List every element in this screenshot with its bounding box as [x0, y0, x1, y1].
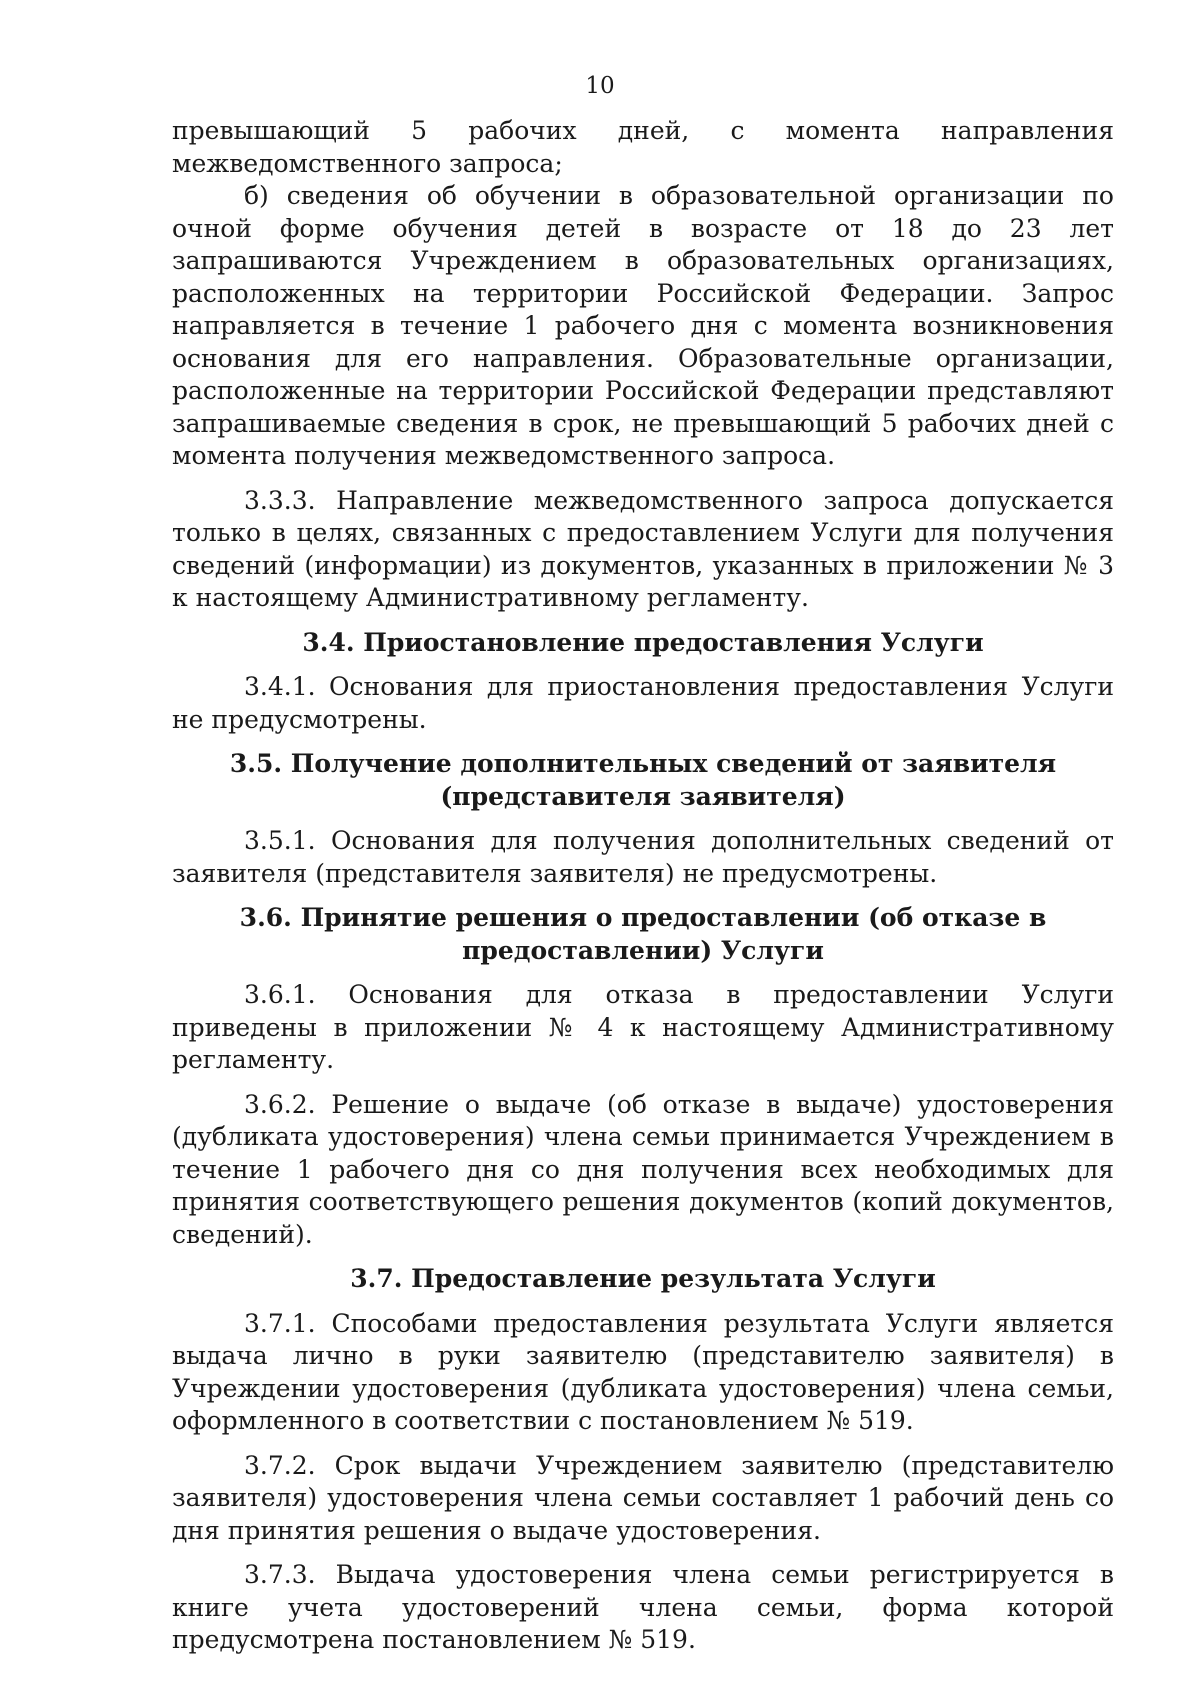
paragraph-3-3-3: 3.3.3. Направление межведомственного запроса допускается только в целях, связанных с предоставлением Услуги для получения сведений (информации) из документов, указанных в приложении № 3 к настоящему Административному регламенту. [172, 485, 1114, 612]
paragraph-continuation: превышающий 5 рабочих дней, с момента направления межведомственного запроса; [172, 116, 1114, 178]
paragraph-3-5-1: 3.5.1. Основания для получения дополнительных сведений от заявителя (представителя заявителя) не предусмотрены. [172, 826, 1114, 888]
heading-3-4: 3.4. Приостановление предоставления Услуги [302, 627, 984, 657]
page-number: 10 [585, 73, 615, 99]
heading-3-5: 3.5. Получение дополнительных сведений от заявителя (представителя заявителя) [229, 749, 1057, 811]
paragraph-3-6-1: 3.6.1. Основания для отказа в предоставлении Услуги приведены в приложении № 4 к настоящему Административному регламенту. [172, 980, 1114, 1074]
paragraph-3-7-1: 3.7.1. Способами предоставления результата Услуги является выдача лично в руки заявителю (представителю заявителя) в Учреждении удостоверения (дубликата удостоверения) члена семьи, оформленного в соответствии с постановлением № 519. [172, 1308, 1114, 1435]
heading-3-7: 3.7. Предоставление результата Услуги [350, 1264, 936, 1293]
document-body [172, 115, 1114, 1669]
paragraph-3-4-1: 3.4.1. Основания для приостановления предоставления Услуги не предусмотрены. [172, 672, 1114, 734]
paragraph-3-7-3: 3.7.3. Выдача удостоверения члена семьи регистрируется в книге учета удостоверений члена семьи, форма которой предусмотрена постановлением № 519. [172, 1560, 1114, 1654]
paragraph-item-b: б) сведения об обучении в образовательной организации по очной форме обучения детей в возрасте от 18 до 23 лет запрашиваются Учреждением в образовательных организациях, расположенных на территории Российской Федерации. Запрос направляется в течение 1 рабочего дня с момента возникновения основания для его направления. Образовательные организации, расположенные на территории Российской Федерации представляют запрашиваемые сведения в срок, не превышающий 5 рабочих дней с момента получения межведомственного запроса. [172, 181, 1114, 470]
heading-3-6: 3.6. Принятие решения о предоставлении (об отказе в предоставлении) Услуги [239, 903, 1047, 965]
paragraph-3-6-2: 3.6.2. Решение о выдаче (об отказе в выдаче) удостоверения (дубликата удостоверения) члена семьи принимается Учреждением в течение 1 рабочего дня со дня получения всех необходимых для принятия соответствующего решения документов (копий документов, сведений). [172, 1089, 1114, 1249]
paragraph-3-7-2: 3.7.2. Срок выдачи Учреждением заявителю (представителю заявителя) удостоверения члена семьи составляет 1 рабочий день со дня принятия решения о выдаче удостоверения. [172, 1450, 1114, 1545]
